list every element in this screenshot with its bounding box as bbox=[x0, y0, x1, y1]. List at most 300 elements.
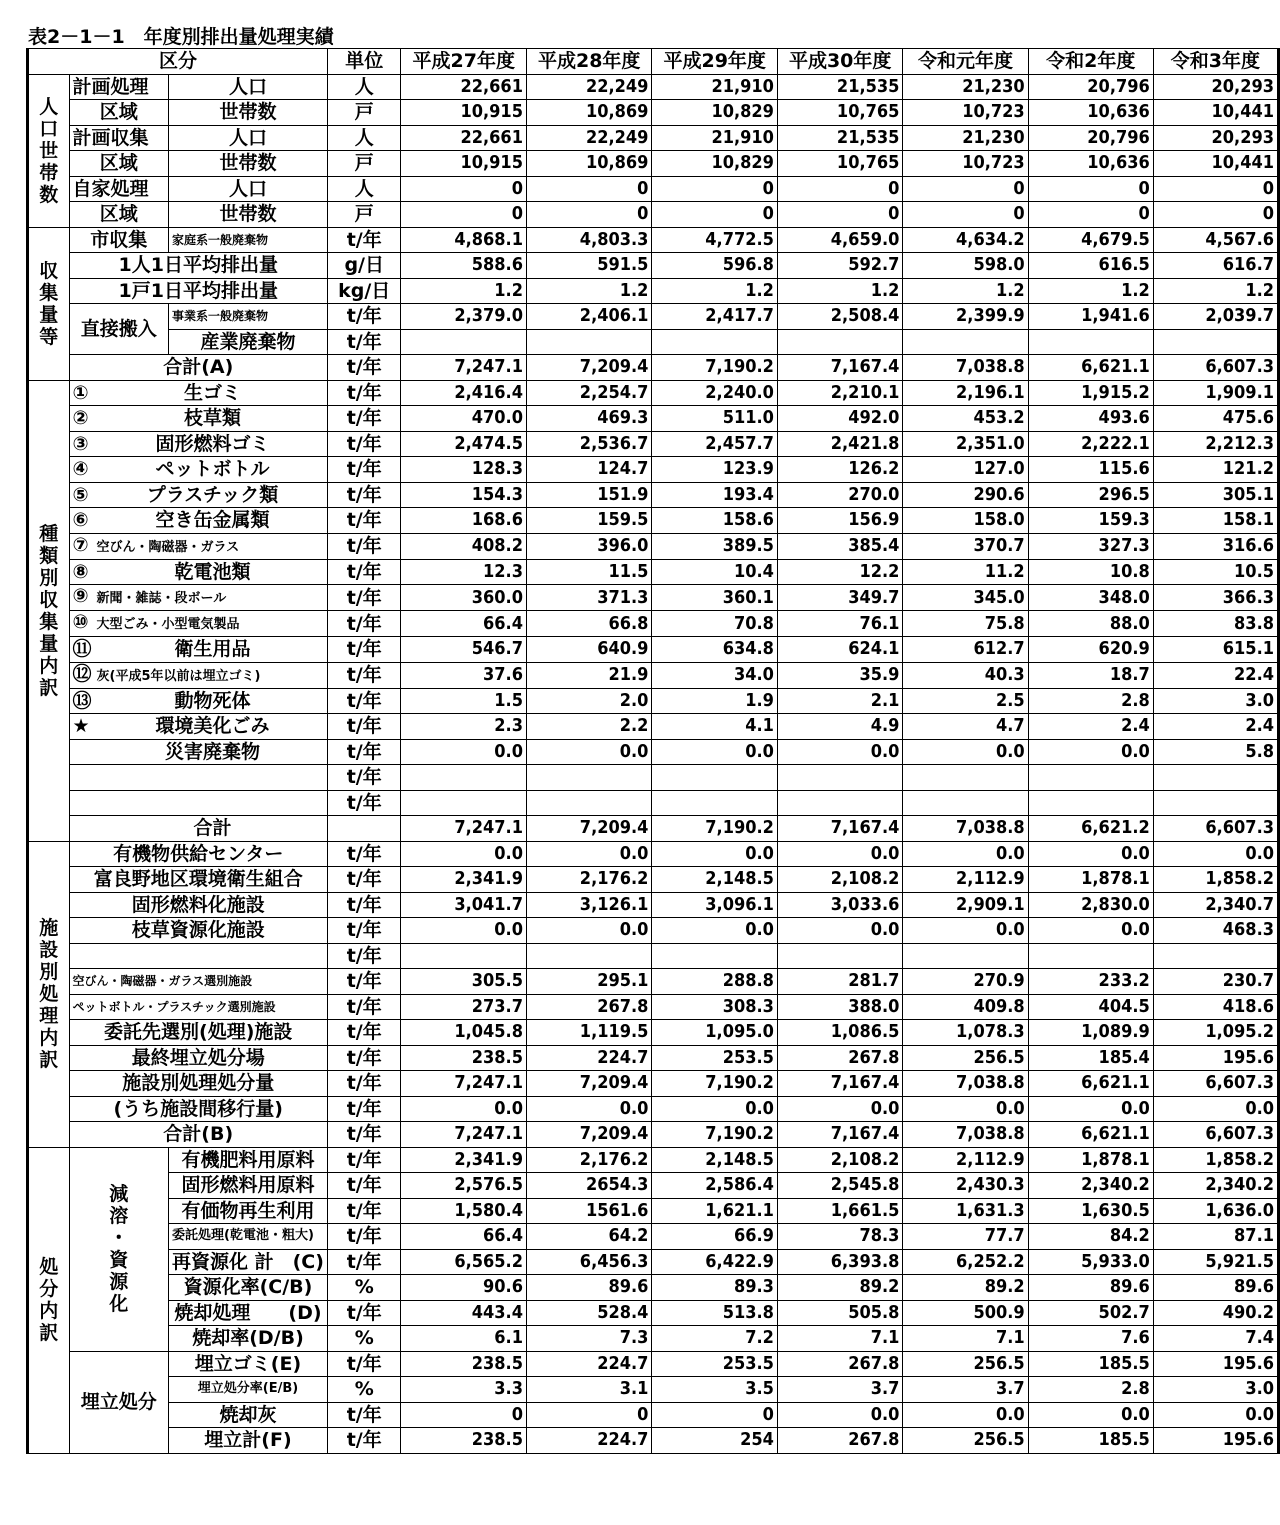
value-cell: 0.0 bbox=[1153, 1402, 1278, 1428]
value-cell: 273.7 bbox=[401, 994, 526, 1020]
value-cell: 21,910 bbox=[652, 74, 777, 100]
row-label bbox=[69, 559, 327, 585]
value-cell bbox=[903, 765, 1028, 791]
row-label: 人口 bbox=[169, 176, 328, 202]
value-cell bbox=[401, 765, 526, 791]
unit-cell: % bbox=[327, 1275, 401, 1301]
table-row bbox=[28, 943, 1279, 969]
value-cell: 77.7 bbox=[903, 1224, 1028, 1250]
row-label: ペットボトル・プラスチック選別施設 bbox=[69, 994, 327, 1020]
value-cell: 290.6 bbox=[903, 482, 1028, 508]
row-label: 市収集 bbox=[69, 227, 168, 253]
value-cell: 370.7 bbox=[903, 533, 1028, 559]
unit-cell: t/年 bbox=[327, 790, 401, 816]
value-cell: 2,576.5 bbox=[401, 1173, 526, 1199]
value-cell: 2,545.8 bbox=[777, 1173, 902, 1199]
value-cell: 1.5 bbox=[401, 688, 526, 714]
value-cell: 75.8 bbox=[903, 611, 1028, 637]
value-cell: 1,909.1 bbox=[1153, 380, 1278, 406]
unit-cell: t/年 bbox=[327, 943, 401, 969]
value-cell: 2.0 bbox=[526, 688, 651, 714]
table-row bbox=[28, 585, 1279, 611]
table-title: 表2－1－1 年度別排出量処理実績 bbox=[28, 26, 334, 48]
unit-cell: % bbox=[327, 1377, 401, 1403]
table-row bbox=[28, 278, 1279, 304]
value-cell: 267.8 bbox=[777, 1351, 902, 1377]
item-label: 環境美化ごみ bbox=[155, 715, 270, 738]
value-cell: 185.5 bbox=[1028, 1351, 1153, 1377]
value-cell: 0 bbox=[777, 176, 902, 202]
value-cell: 308.3 bbox=[652, 994, 777, 1020]
unit-cell: kg/日 bbox=[327, 278, 401, 304]
value-cell: 3.5 bbox=[652, 1377, 777, 1403]
row-label: 世帯数 bbox=[169, 100, 328, 126]
value-cell: 2.8 bbox=[1028, 688, 1153, 714]
row-label: 資源化率(C/B) bbox=[169, 1275, 328, 1301]
unit-cell: % bbox=[327, 1326, 401, 1352]
value-cell bbox=[1153, 943, 1278, 969]
table-row bbox=[28, 1275, 1279, 1301]
value-cell: 1,636.0 bbox=[1153, 1198, 1278, 1224]
unit-cell: t/年 bbox=[327, 765, 401, 791]
item-label: 固形燃料ゴミ bbox=[155, 432, 270, 455]
value-cell: 371.3 bbox=[526, 585, 651, 611]
value-cell: 360.0 bbox=[401, 585, 526, 611]
value-cell: 267.8 bbox=[777, 1428, 902, 1454]
unit-cell: t/年 bbox=[327, 1428, 401, 1454]
value-cell: 0 bbox=[652, 1402, 777, 1428]
value-cell: 12.2 bbox=[777, 559, 902, 585]
row-label bbox=[69, 714, 327, 740]
value-cell: 10,723 bbox=[903, 151, 1028, 177]
unit-cell: g/日 bbox=[327, 253, 401, 279]
value-cell: 0.0 bbox=[652, 739, 777, 765]
value-cell: 1,086.5 bbox=[777, 1020, 902, 1046]
value-cell: 1.2 bbox=[652, 278, 777, 304]
table-row bbox=[28, 637, 1279, 663]
row-label bbox=[69, 611, 327, 637]
table-row bbox=[28, 1173, 1279, 1199]
unit-cell: t/年 bbox=[327, 714, 401, 740]
value-cell: 2,148.5 bbox=[652, 1147, 777, 1173]
value-cell: 6,607.3 bbox=[1153, 355, 1278, 381]
waste-table bbox=[26, 48, 1280, 1454]
value-cell: 493.6 bbox=[1028, 406, 1153, 432]
item-label: 大型ごみ・小型電気製品 bbox=[96, 617, 240, 632]
table-row bbox=[28, 533, 1279, 559]
value-cell: 83.8 bbox=[1153, 611, 1278, 637]
value-cell: 270.9 bbox=[903, 969, 1028, 995]
value-cell: 6,456.3 bbox=[526, 1249, 651, 1275]
value-cell: 2,351.0 bbox=[903, 431, 1028, 457]
row-label: 委託先選別(処理)施設 bbox=[69, 1020, 327, 1046]
value-cell: 22.4 bbox=[1153, 662, 1278, 688]
table-row bbox=[28, 508, 1279, 534]
row-label: 人口 bbox=[169, 125, 328, 151]
value-cell: 615.1 bbox=[1153, 637, 1278, 663]
unit-cell: t/年 bbox=[327, 508, 401, 534]
row-label bbox=[69, 688, 327, 714]
item-label: プラスチック類 bbox=[146, 483, 279, 506]
value-cell: 2,112.9 bbox=[903, 867, 1028, 893]
table-row bbox=[28, 765, 1279, 791]
item-label: 衛生用品 bbox=[174, 638, 251, 661]
value-cell: 4,567.6 bbox=[1153, 227, 1278, 253]
value-cell: 0.0 bbox=[526, 841, 651, 867]
item-label: 空き缶金属類 bbox=[155, 509, 270, 532]
value-cell: 0 bbox=[903, 202, 1028, 228]
value-cell: 3.0 bbox=[1153, 1377, 1278, 1403]
value-cell: 2.5 bbox=[903, 688, 1028, 714]
value-cell: 10,441 bbox=[1153, 100, 1278, 126]
table-row bbox=[28, 1224, 1279, 1250]
row-label: 有価物再生利用 bbox=[169, 1198, 328, 1224]
row-label: 固形燃料化施設 bbox=[69, 892, 327, 918]
value-cell: 267.8 bbox=[526, 994, 651, 1020]
unit-cell: t/年 bbox=[327, 994, 401, 1020]
value-cell bbox=[652, 329, 777, 355]
value-cell: 1,089.9 bbox=[1028, 1020, 1153, 1046]
unit-cell: 人 bbox=[327, 74, 401, 100]
row-sublabel: 計画処理 bbox=[69, 74, 168, 100]
value-cell: 10,765 bbox=[777, 100, 902, 126]
value-cell: 128.3 bbox=[401, 457, 526, 483]
value-cell: 159.5 bbox=[526, 508, 651, 534]
unit-cell: t/年 bbox=[327, 1249, 401, 1275]
value-cell: 7.6 bbox=[1028, 1326, 1153, 1352]
value-cell: 34.0 bbox=[652, 662, 777, 688]
value-cell: 616.5 bbox=[1028, 253, 1153, 279]
value-cell: 21,535 bbox=[777, 125, 902, 151]
value-cell: 124.7 bbox=[526, 457, 651, 483]
value-cell: 0.0 bbox=[652, 841, 777, 867]
value-cell: 3.1 bbox=[526, 1377, 651, 1403]
value-cell: 253.5 bbox=[652, 1351, 777, 1377]
row-label bbox=[69, 406, 327, 432]
value-cell: 256.5 bbox=[903, 1428, 1028, 1454]
unit-cell: t/年 bbox=[327, 482, 401, 508]
value-cell: 89.2 bbox=[903, 1275, 1028, 1301]
table-row bbox=[28, 688, 1279, 714]
value-cell: 1.2 bbox=[526, 278, 651, 304]
value-cell: 0 bbox=[1028, 202, 1153, 228]
value-cell: 10.5 bbox=[1153, 559, 1278, 585]
group-facility: 施 設 別 処 理 内 訳 bbox=[28, 841, 70, 1147]
value-cell: 1.2 bbox=[903, 278, 1028, 304]
item-number: ⑤ bbox=[72, 483, 89, 506]
value-cell: 0.0 bbox=[903, 1096, 1028, 1122]
unit-cell: t/年 bbox=[327, 1045, 401, 1071]
value-cell: 185.5 bbox=[1028, 1428, 1153, 1454]
value-cell bbox=[526, 943, 651, 969]
value-cell: 21,535 bbox=[777, 74, 902, 100]
value-cell: 7,209.4 bbox=[526, 1122, 651, 1148]
value-cell: 546.7 bbox=[401, 637, 526, 663]
row-label: 最終埋立処分場 bbox=[69, 1045, 327, 1071]
header-year: 平成28年度 bbox=[526, 49, 651, 75]
value-cell: 22,661 bbox=[401, 74, 526, 100]
value-cell: 6,621.2 bbox=[1028, 816, 1153, 842]
row-label: 合計(A) bbox=[69, 355, 327, 381]
value-cell: 4.9 bbox=[777, 714, 902, 740]
table-row bbox=[28, 662, 1279, 688]
value-cell: 500.9 bbox=[903, 1300, 1028, 1326]
unit-cell: t/年 bbox=[327, 227, 401, 253]
value-cell: 22,249 bbox=[526, 74, 651, 100]
value-cell: 2,240.0 bbox=[652, 380, 777, 406]
value-cell bbox=[401, 943, 526, 969]
value-cell: 20,293 bbox=[1153, 125, 1278, 151]
row-label: 焼却処理 (D) bbox=[169, 1300, 328, 1326]
value-cell: 0.0 bbox=[526, 739, 651, 765]
table-row bbox=[28, 176, 1279, 202]
item-number: ⑥ bbox=[72, 509, 89, 532]
table-row bbox=[28, 611, 1279, 637]
value-cell: 469.3 bbox=[526, 406, 651, 432]
value-cell: 0 bbox=[652, 176, 777, 202]
value-cell: 1,631.3 bbox=[903, 1198, 1028, 1224]
value-cell: 10,829 bbox=[652, 100, 777, 126]
table-row bbox=[28, 380, 1279, 406]
value-cell: 20,293 bbox=[1153, 74, 1278, 100]
value-cell: 2,909.1 bbox=[903, 892, 1028, 918]
value-cell: 10,765 bbox=[777, 151, 902, 177]
value-cell: 2,340.2 bbox=[1028, 1173, 1153, 1199]
header-year: 平成29年度 bbox=[652, 49, 777, 75]
value-cell: 1,941.6 bbox=[1028, 304, 1153, 330]
value-cell: 224.7 bbox=[526, 1428, 651, 1454]
unit-cell: t/年 bbox=[327, 892, 401, 918]
row-label bbox=[69, 380, 327, 406]
unit-cell: t/年 bbox=[327, 969, 401, 995]
unit-cell: t/年 bbox=[327, 1198, 401, 1224]
value-cell: 0 bbox=[526, 1402, 651, 1428]
item-number: ⑧ bbox=[72, 560, 89, 583]
value-cell: 158.1 bbox=[1153, 508, 1278, 534]
header-year: 令和2年度 bbox=[1028, 49, 1153, 75]
value-cell: 1.9 bbox=[652, 688, 777, 714]
value-cell: 66.4 bbox=[401, 611, 526, 637]
value-cell: 385.4 bbox=[777, 533, 902, 559]
value-cell: 409.8 bbox=[903, 994, 1028, 1020]
value-cell: 22,661 bbox=[401, 125, 526, 151]
value-cell bbox=[1028, 943, 1153, 969]
value-cell: 66.4 bbox=[401, 1224, 526, 1250]
value-cell: 7,247.1 bbox=[401, 355, 526, 381]
value-cell: 10.4 bbox=[652, 559, 777, 585]
value-cell: 21,230 bbox=[903, 125, 1028, 151]
value-cell: 7,038.8 bbox=[903, 816, 1028, 842]
value-cell: 305.1 bbox=[1153, 482, 1278, 508]
value-cell: 89.6 bbox=[1028, 1275, 1153, 1301]
value-cell: 7,247.1 bbox=[401, 1122, 526, 1148]
value-cell: 0.0 bbox=[1028, 841, 1153, 867]
unit-cell: t/年 bbox=[327, 637, 401, 663]
value-cell: 7.2 bbox=[652, 1326, 777, 1352]
value-cell: 35.9 bbox=[777, 662, 902, 688]
value-cell: 66.9 bbox=[652, 1224, 777, 1250]
value-cell: 2,830.0 bbox=[1028, 892, 1153, 918]
table-row bbox=[28, 202, 1279, 228]
value-cell: 78.3 bbox=[777, 1224, 902, 1250]
value-cell: 1,915.2 bbox=[1028, 380, 1153, 406]
row-sublabel: 家庭系一般廃棄物 bbox=[169, 227, 328, 253]
unit-cell: t/年 bbox=[327, 406, 401, 432]
value-cell: 1,621.1 bbox=[652, 1198, 777, 1224]
value-cell: 0.0 bbox=[1153, 1096, 1278, 1122]
value-cell: 7.3 bbox=[526, 1326, 651, 1352]
value-cell: 0.0 bbox=[1028, 1096, 1153, 1122]
table-row bbox=[28, 1045, 1279, 1071]
value-cell: 3,096.1 bbox=[652, 892, 777, 918]
table-row bbox=[28, 125, 1279, 151]
value-cell: 7,209.4 bbox=[526, 355, 651, 381]
value-cell: 0 bbox=[401, 176, 526, 202]
value-cell: 6,621.1 bbox=[1028, 1122, 1153, 1148]
value-cell: 408.2 bbox=[401, 533, 526, 559]
unit-cell: t/年 bbox=[327, 688, 401, 714]
table-row bbox=[28, 918, 1279, 944]
value-cell: 288.8 bbox=[652, 969, 777, 995]
value-cell: 588.6 bbox=[401, 253, 526, 279]
value-cell: 0.0 bbox=[777, 739, 902, 765]
unit-cell bbox=[327, 816, 401, 842]
table-row bbox=[28, 1249, 1279, 1275]
item-label: 生ゴミ bbox=[184, 381, 242, 404]
value-cell: 389.5 bbox=[652, 533, 777, 559]
value-cell: 0.0 bbox=[1153, 841, 1278, 867]
value-cell: 21,230 bbox=[903, 74, 1028, 100]
value-cell: 0.0 bbox=[526, 918, 651, 944]
row-label bbox=[69, 816, 327, 842]
group-landfill: 埋立処分 bbox=[69, 1351, 168, 1453]
value-cell: 505.8 bbox=[777, 1300, 902, 1326]
row-label: 世帯数 bbox=[169, 151, 328, 177]
unit-cell: t/年 bbox=[327, 304, 401, 330]
item-number: ③ bbox=[72, 432, 89, 455]
row-label bbox=[69, 790, 327, 816]
table-row bbox=[28, 1198, 1279, 1224]
value-cell bbox=[1028, 329, 1153, 355]
value-cell: 2,536.7 bbox=[526, 431, 651, 457]
value-cell: 2,341.9 bbox=[401, 867, 526, 893]
value-cell: 6,252.2 bbox=[903, 1249, 1028, 1275]
row-label bbox=[69, 482, 327, 508]
table-row bbox=[28, 355, 1279, 381]
value-cell: 7,167.4 bbox=[777, 355, 902, 381]
item-label: 動物死体 bbox=[174, 689, 251, 712]
item-label: 合計 bbox=[193, 817, 232, 840]
value-cell: 3.7 bbox=[903, 1377, 1028, 1403]
header-unit: 単位 bbox=[327, 49, 401, 75]
item-number: ④ bbox=[72, 458, 89, 481]
value-cell: 1,045.8 bbox=[401, 1020, 526, 1046]
table-row bbox=[28, 329, 1279, 355]
value-cell: 7,167.4 bbox=[777, 816, 902, 842]
value-cell: 0 bbox=[401, 202, 526, 228]
value-cell: 7,190.2 bbox=[652, 816, 777, 842]
value-cell: 1,078.3 bbox=[903, 1020, 1028, 1046]
value-cell: 475.6 bbox=[1153, 406, 1278, 432]
unit-cell: t/年 bbox=[327, 329, 401, 355]
value-cell: 21,910 bbox=[652, 125, 777, 151]
unit-cell: t/年 bbox=[327, 611, 401, 637]
value-cell: 388.0 bbox=[777, 994, 902, 1020]
value-cell: 84.2 bbox=[1028, 1224, 1153, 1250]
value-cell: 10,636 bbox=[1028, 100, 1153, 126]
value-cell: 193.4 bbox=[652, 482, 777, 508]
item-label: 枝草類 bbox=[184, 407, 242, 430]
value-cell: 0.0 bbox=[777, 1096, 902, 1122]
value-cell: 5,933.0 bbox=[1028, 1249, 1153, 1275]
value-cell: 2,039.7 bbox=[1153, 304, 1278, 330]
table-row bbox=[28, 1071, 1279, 1097]
value-cell bbox=[1153, 329, 1278, 355]
row-label: 有機肥料用原料 bbox=[169, 1147, 328, 1173]
table-row bbox=[28, 253, 1279, 279]
value-cell: 0 bbox=[1153, 202, 1278, 228]
value-cell bbox=[1153, 790, 1278, 816]
unit-cell: t/年 bbox=[327, 841, 401, 867]
table-row bbox=[28, 227, 1279, 253]
value-cell: 7,247.1 bbox=[401, 1071, 526, 1097]
value-cell: 502.7 bbox=[1028, 1300, 1153, 1326]
value-cell: 7,038.8 bbox=[903, 1122, 1028, 1148]
value-cell: 4,634.2 bbox=[903, 227, 1028, 253]
value-cell: 90.6 bbox=[401, 1275, 526, 1301]
row-label: 富良野地区環境衛生組合 bbox=[69, 867, 327, 893]
value-cell: 2,399.9 bbox=[903, 304, 1028, 330]
value-cell bbox=[777, 790, 902, 816]
table-row bbox=[28, 559, 1279, 585]
value-cell: 316.6 bbox=[1153, 533, 1278, 559]
item-label: 空びん・陶磁器・ガラス bbox=[96, 539, 240, 555]
item-number: ① bbox=[72, 381, 89, 404]
unit-cell: t/年 bbox=[327, 1351, 401, 1377]
item-label: 灰(平成5年以前は埋立ゴミ) bbox=[96, 668, 261, 684]
value-cell: 348.0 bbox=[1028, 585, 1153, 611]
value-cell: 0.0 bbox=[401, 739, 526, 765]
value-cell: 6,621.1 bbox=[1028, 355, 1153, 381]
table-row bbox=[28, 431, 1279, 457]
unit-cell: t/年 bbox=[327, 1300, 401, 1326]
value-cell: 2,586.4 bbox=[652, 1173, 777, 1199]
value-cell bbox=[903, 943, 1028, 969]
row-label: 人口 bbox=[169, 74, 328, 100]
value-cell: 468.3 bbox=[1153, 918, 1278, 944]
value-cell: 2.4 bbox=[1153, 714, 1278, 740]
row-label: 枝草資源化施設 bbox=[69, 918, 327, 944]
value-cell: 270.0 bbox=[777, 482, 902, 508]
value-cell: 1,580.4 bbox=[401, 1198, 526, 1224]
value-cell: 2.4 bbox=[1028, 714, 1153, 740]
header-year: 平成27年度 bbox=[401, 49, 526, 75]
value-cell: 11.2 bbox=[903, 559, 1028, 585]
value-cell: 1.2 bbox=[1028, 278, 1153, 304]
value-cell: 89.2 bbox=[777, 1275, 902, 1301]
row-label: 委託処理(乾電池・粗大) bbox=[169, 1224, 328, 1250]
value-cell: 634.8 bbox=[652, 637, 777, 663]
value-cell: 295.1 bbox=[526, 969, 651, 995]
value-cell: 87.1 bbox=[1153, 1224, 1278, 1250]
value-cell: 2,379.0 bbox=[401, 304, 526, 330]
value-cell: 2.1 bbox=[777, 688, 902, 714]
value-cell: 126.2 bbox=[777, 457, 902, 483]
value-cell: 76.1 bbox=[777, 611, 902, 637]
table-row bbox=[28, 1428, 1279, 1454]
value-cell: 10,723 bbox=[903, 100, 1028, 126]
value-cell: 0.0 bbox=[1028, 1402, 1153, 1428]
